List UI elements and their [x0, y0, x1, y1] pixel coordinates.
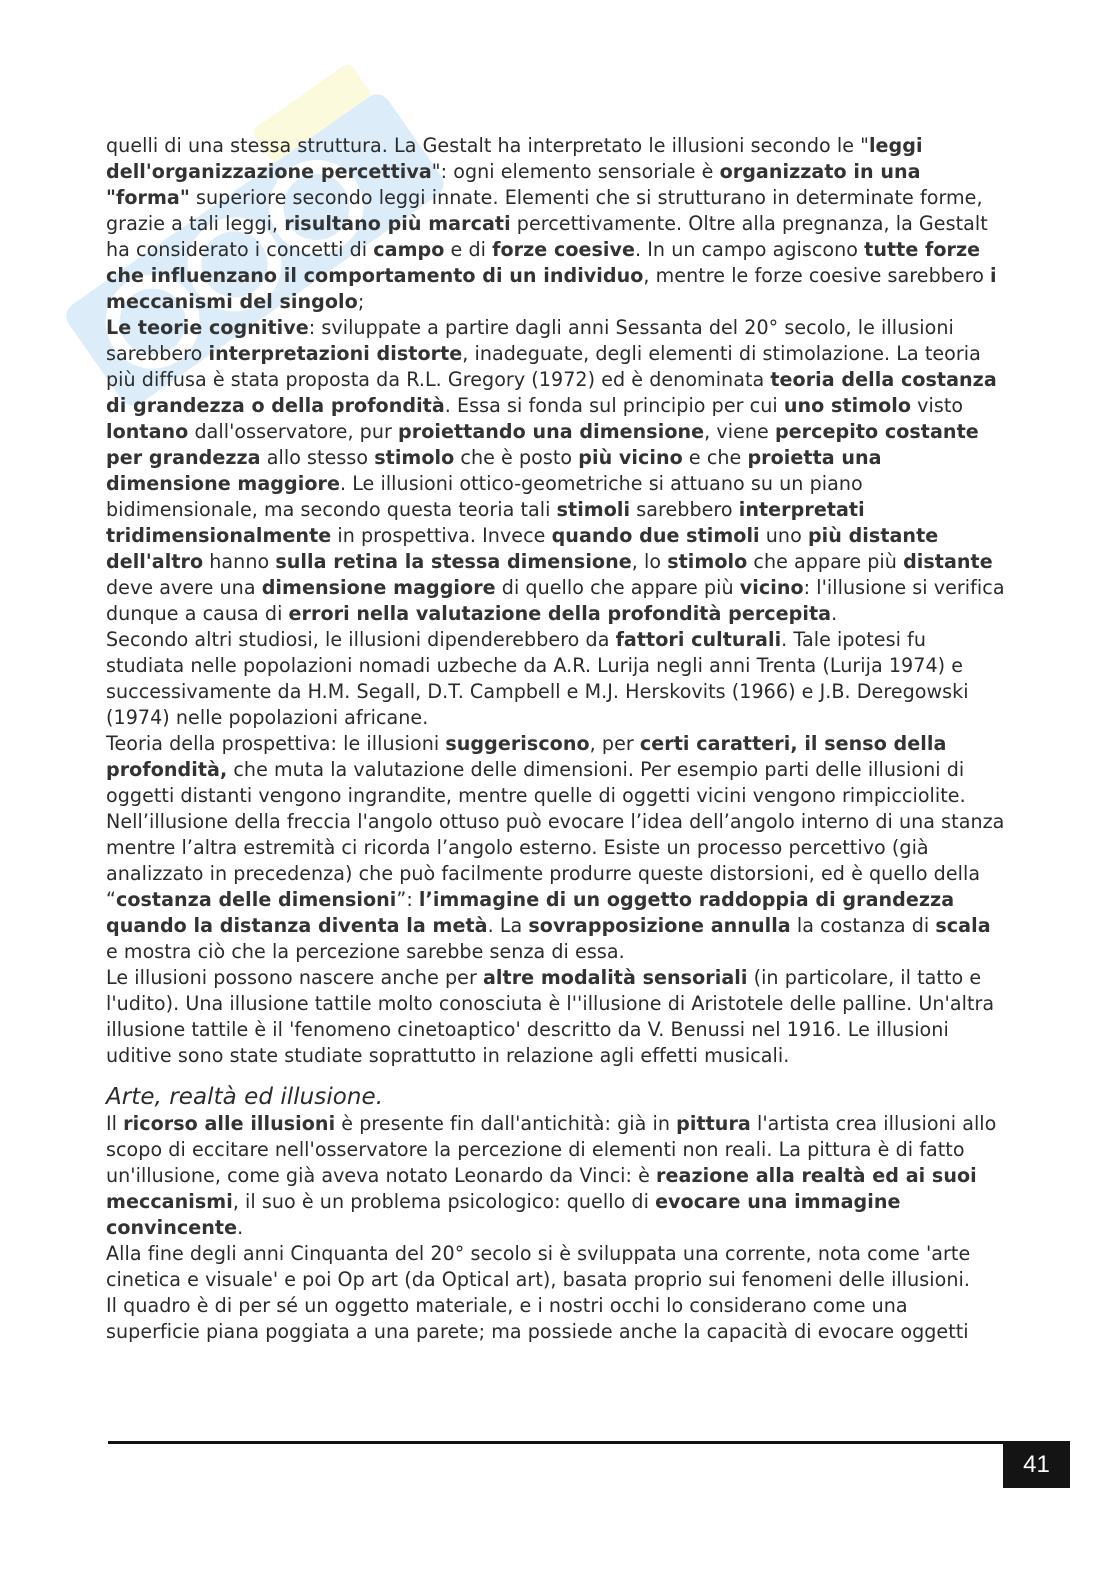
text-run: superiore secondo leggi innate. Elementi che si strutturano in determinate forme, grazie a tali leggi,: [106, 186, 983, 235]
text-run: Secondo altri studiosi, le illusioni dipenderebbero da: [106, 628, 616, 651]
text-run: e mostra ciò che la percezione sarebbe senza di essa.: [106, 940, 625, 963]
text-run: , per: [589, 732, 640, 755]
text-run: Le illusioni possono nascere anche per: [106, 966, 483, 989]
text-run: . Le illusioni ottico-geometriche si attuano su un piano bidimensionale, ma secondo questa teoria tali: [106, 472, 863, 521]
text-run: . Tale ipotesi fu studiata nelle popolazioni nomadi uzbeche da A.R. Lurija negli anni Trenta (Lurija 1974) e successivamente da H.M. Segall, D.T. Campbell e M.J. Herskovits (1966) e J.B. Deregowski (1974) nelle popolazioni africane.: [106, 628, 969, 729]
text-run: e che: [682, 446, 748, 469]
text-run: . In un campo agiscono: [635, 238, 865, 261]
text-run: che appare più: [747, 550, 904, 573]
text-run: ;: [357, 290, 365, 313]
text-run: l'artista crea illusioni allo scopo di eccitare nell'osservatore la percezione di elementi non reali. La pittura è di fatto un'illusione, come già aveva notato Leonardo da Vinci: è: [106, 1112, 997, 1187]
bold-text: interpretazioni distorte: [208, 342, 463, 365]
bold-text: più distante dell'altro: [106, 524, 939, 573]
text-run: Il quadro è di per sé un oggetto materiale, e i nostri occhi lo considerano come una superficie piana poggiata a una parete; ma possiede anche la capacità di evocare oggetti: [106, 1294, 969, 1343]
paragraph: [106, 1111, 1006, 1241]
text-run: . Essa si fonda sul principio per cui: [444, 394, 784, 417]
bold-text: proietta una dimensione maggiore: [106, 446, 882, 495]
paragraph: [106, 1293, 1006, 1345]
bold-text: ricorso alle illusioni: [123, 1112, 336, 1135]
bold-text: pittura: [676, 1112, 751, 1135]
bold-text: organizzato in una "forma": [106, 160, 921, 209]
bold-text: costanza delle dimensioni: [115, 888, 397, 911]
section-heading: Arte, realtà ed illusione.: [106, 1084, 384, 1110]
text-run: che muta la valutazione delle dimensioni. Per esempio parti delle illusioni di oggetti distanti vengono ingrandite, mentre quelle di oggetti vicini vengono rimpicciolite. Nell’illusione della freccia l'angolo ottuso può evocare l’idea dell’angolo interno di una stanza mentre l’altra estremità ci ricorda l’angolo esterno. Esiste un processo percettivo (già analizzato in precedenza) che può facilmente produrre queste distorsioni, ed è quello della “: [106, 758, 1005, 911]
bold-text: suggeriscono: [445, 732, 590, 755]
text-run: visto: [911, 394, 964, 417]
text-run: ": ogni elemento sensoriale è: [431, 160, 720, 183]
bold-text: risultano più marcati: [284, 212, 511, 235]
bold-text: altre modalità sensoriali: [482, 966, 748, 989]
paragraph: [106, 1241, 1006, 1293]
bold-text: evocare una immagine convincente: [106, 1190, 901, 1239]
bold-text: lontano: [106, 420, 189, 443]
text-run: .: [831, 602, 838, 625]
paragraph: [106, 315, 1006, 627]
text-run: che è posto: [454, 446, 579, 469]
text-run: : sviluppate a partire dagli anni Sessanta del 20° secolo, le illusioni sarebbero: [106, 316, 954, 365]
text-run: allo stesso: [260, 446, 375, 469]
bold-text: sulla retina la stessa dimensione: [275, 550, 632, 573]
text-run: e di: [444, 238, 493, 261]
bold-text: teoria della costanza di grandezza o della profondità: [106, 368, 997, 417]
bold-text: certi caratteri, il senso della profondità,: [106, 732, 947, 781]
bold-text: i meccanismi del singolo: [106, 264, 997, 313]
paragraph: [106, 965, 1006, 1069]
text-run: , inadeguate, degli elementi di stimolazione. La teoria più diffusa è stata proposta da R.L. Gregory (1972) ed è denominata: [106, 342, 981, 391]
bold-text: stimolo: [374, 446, 455, 469]
bold-text: fattori culturali: [615, 628, 782, 651]
text-run: è presente fin dall'antichità: già in: [335, 1112, 677, 1135]
paragraph: [106, 627, 1006, 731]
text-run: (in particolare, il tatto e l'udito). Una illusione tattile molto conosciuta è l''illusione di Aristotele delle palline. Un'altra illusione tattile è il 'fenomeno cinetoaptico' descritto da V. Benussi nel 1916. Le illusioni uditive sono state studiate soprattutto in relazione agli effetti musicali.: [106, 966, 995, 1067]
bold-text: tutte forze che influenzano il comportamento di un individuo: [106, 238, 981, 287]
bold-text: proiettando una dimensione: [398, 420, 705, 443]
text-run: . La: [487, 914, 529, 937]
text-run: Il: [106, 1112, 124, 1135]
text-run: Alla fine degli anni Cinquanta del 20° secolo si è sviluppata una corrente, nota come 'arte cinetica e visuale' e poi Op art (da Optical art), basata proprio sui fenomeni delle illusioni.: [106, 1242, 971, 1291]
bold-text: più vicino: [578, 446, 683, 469]
text-run: , il suo è un problema psicologico: quello di: [232, 1190, 656, 1213]
text-run: ”:: [396, 888, 419, 911]
bold-text: scala: [935, 914, 991, 937]
bold-text: uno stimolo: [783, 394, 912, 417]
text-run: percettivamente. Oltre alla pregnanza, la Gestalt ha considerato i concetti di: [106, 212, 988, 261]
text-run: .: [237, 1216, 244, 1239]
bold-text: interpretati tridimensionalmente: [106, 498, 865, 547]
text-run: la costanza di: [790, 914, 936, 937]
bold-text: dimensione maggiore: [261, 576, 496, 599]
text-run: , mentre le forze coesive sarebbero: [643, 264, 991, 287]
text-run: di quello che appare più: [495, 576, 740, 599]
bold-text: vicino: [739, 576, 804, 599]
text-run: uno: [759, 524, 808, 547]
bold-text: stimoli: [556, 498, 631, 521]
bold-text: errori nella valutazione della profondità percepita: [288, 602, 832, 625]
paragraph: [106, 731, 1006, 965]
footer-rule: [108, 1441, 1004, 1444]
text-run: , viene: [704, 420, 775, 443]
text-run: : l'illusione si verifica dunque a causa di: [106, 576, 1005, 625]
bold-text: forze coesive: [492, 238, 635, 261]
text-run: deve avere una: [106, 576, 262, 599]
bold-text: sovrapposizione annulla: [528, 914, 791, 937]
bold-text: leggi dell'organizzazione percettiva: [106, 134, 923, 183]
bold-text: Le teorie cognitive: [106, 316, 309, 339]
text-run: , lo: [631, 550, 668, 573]
bold-text: quando due stimoli: [551, 524, 760, 547]
bold-text: distante: [903, 550, 993, 573]
bold-text: percepito costante per grandezza: [106, 420, 979, 469]
text-run: sarebbero: [630, 498, 739, 521]
text-run: dall'osservatore, pur: [188, 420, 399, 443]
bold-text: campo: [373, 238, 445, 261]
paragraph: [106, 133, 1006, 315]
bold-text: stimolo: [667, 550, 748, 573]
text-run: quelli di una stessa struttura. La Gestalt ha interpretato le illusioni secondo le ": [106, 134, 869, 157]
bold-text: l’immagine di un oggetto raddoppia di grandezza quando la distanza diventa la metà: [106, 888, 955, 937]
text-run: hanno: [203, 550, 276, 573]
document-body: [106, 133, 1006, 1345]
bold-text: reazione alla realtà ed ai suoi meccanismi: [106, 1164, 977, 1213]
text-run: Teoria della prospettiva: le illusioni: [106, 732, 446, 755]
text-run: in prospettiva. Invece: [331, 524, 552, 547]
page-number: 41: [1003, 1441, 1070, 1488]
